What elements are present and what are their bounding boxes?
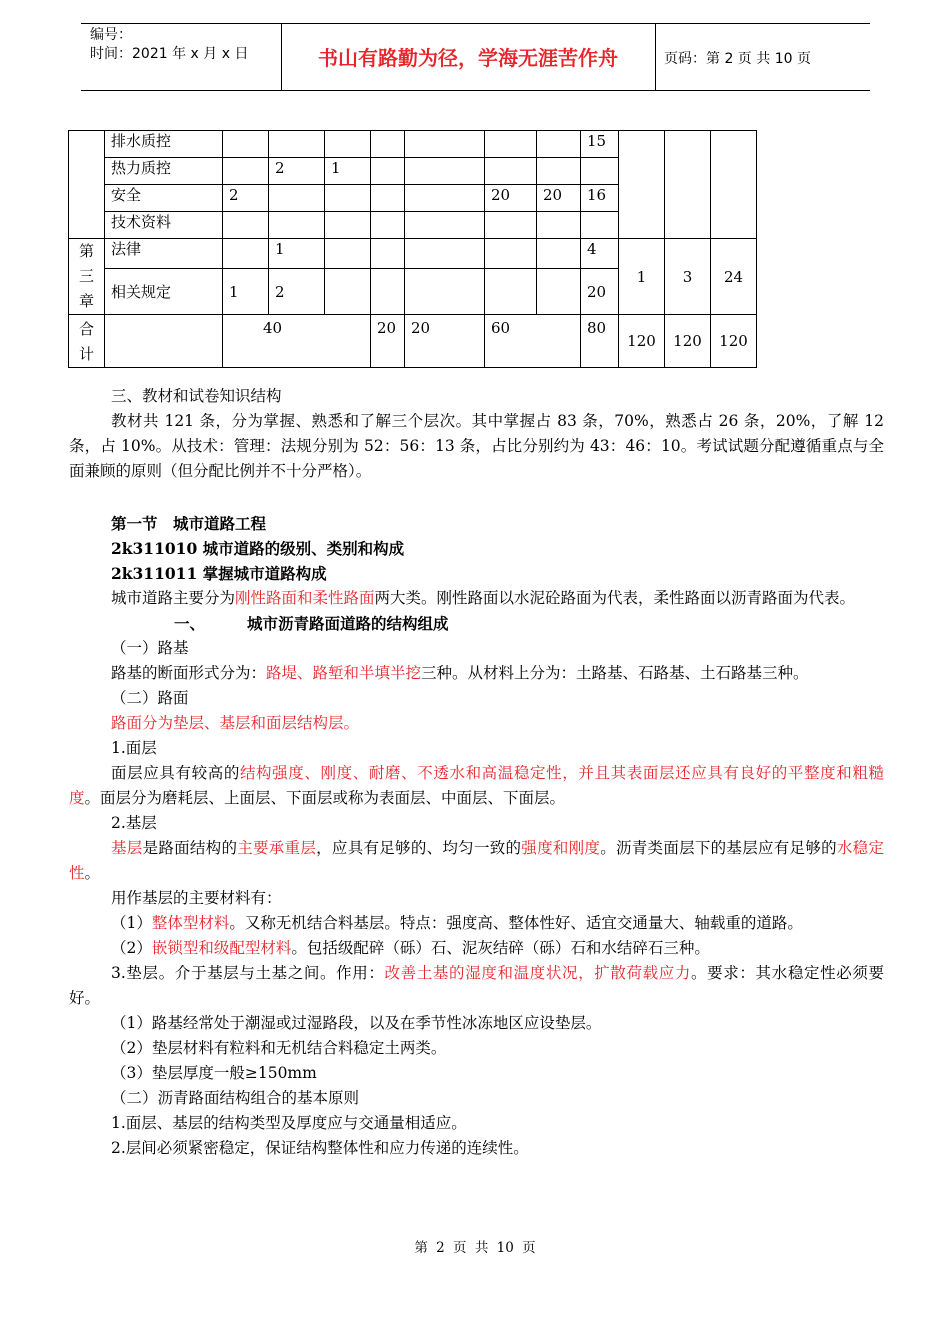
table-cell [485,239,537,269]
row-label: 安全 [105,185,223,212]
table-cell [485,131,537,158]
table-row [69,315,757,368]
table-cell [581,212,619,239]
footer-text: 共 [474,1240,489,1256]
table-cell [485,158,537,185]
section-3-paragraph: 教材共 121 条，分为掌握、熟悉和了解三个层次。其中掌握占 83 条，70%，熟悉占 26 条，20%，了解 12 条，占 10%。从技术：管理：法规分别为 52：56：13 条，占比分别约为 43：46：10。考试试题分配遵循重点与全面兼顾的原则（但分配比例并不十分严格）。 [69,412,884,480]
table-cell [537,212,581,239]
chapter-char: 第 [78,242,94,260]
table-cell [485,269,537,315]
table-cell: 16 [581,185,619,212]
chapter-char: 三 [78,267,94,285]
text-span: 城市道路主要分为 [111,589,236,607]
table-cell: 2 [269,158,325,185]
table-cell [665,131,711,239]
table-cell [325,269,371,315]
table-cell [325,212,371,239]
materials-title: 用作基层的主要材料有： [111,889,282,907]
table-cell [223,131,269,158]
table-cell: 1 [619,239,665,315]
table-cell [405,131,485,158]
doc-number-label: 编号： [90,27,132,43]
page-indicator: 页码：第 2 页 共 10 页 [664,51,811,67]
table-cell: 40 [223,315,371,368]
highlight-text: 改善土基的湿度和温度状况，扩散荷载应力 [384,964,692,982]
highlight-text: 水稳定性 [69,839,884,882]
table-cell [69,131,105,239]
table-cell [711,131,757,239]
subsection-heading: 2k311011 掌握城市道路构成 [111,564,327,583]
table-cell: 1 [269,239,325,269]
table-cell [105,315,223,368]
text-span: 两大类。刚性路面以水泥砼路面为代表，柔性路面以沥青路面为代表。 [374,589,856,607]
text-span: 3.垫层。介于基层与土基之间。作用： [111,964,385,982]
subsection-heading: 2k311010 城市道路的级别、类别和构成 [111,539,405,558]
table-cell: 60 [485,315,581,368]
base-title: 2.基层 [111,814,157,832]
table-cell [371,185,405,212]
table-cell: 24 [711,239,757,315]
table-cell [405,269,485,315]
header-top-rule [81,23,870,24]
table-cell: 1 [223,269,269,315]
row-label: 技术资料 [105,212,223,239]
table-cell [325,185,371,212]
table-cell [269,185,325,212]
header-divider-right [655,24,656,90]
table-cell: 120 [711,315,757,368]
table-cell: 120 [619,315,665,368]
text-span: （1） [111,914,152,932]
text-span: 是路面结构的 [142,839,238,857]
text-span: 。包括级配碎（砾）石、泥灰结碎（砾）石和水结碎石三种。 [291,939,710,957]
heading-number: 一、 [174,614,206,633]
cushion-paragraph [69,961,884,1011]
principles-heading: （二）沥青路面结构组合的基本原则 [111,1089,360,1107]
table-cell [269,131,325,158]
table-cell [537,239,581,269]
table-cell [223,212,269,239]
text-span: 路基的断面形式分为： [111,664,267,682]
total-char: 计 [78,345,94,363]
table-cell: 20 [371,315,405,368]
table-cell: 80 [581,315,619,368]
table-cell [405,158,485,185]
main-content [69,511,884,1161]
table-cell [537,269,581,315]
text-span: 。又称无机结合料基层。特点：强度高、整体性好、适宜交通量大、轴载重的道路。 [229,914,803,932]
material-item [69,936,884,961]
table-row [69,131,757,158]
table-cell [581,158,619,185]
table-cell: 1 [325,158,371,185]
table-cell [223,158,269,185]
base-paragraph [69,836,884,886]
cushion-item: （1）路基经常处于潮湿或过湿路段，以及在季节性冰冻地区应设垫层。 [111,1014,602,1032]
table-cell [537,158,581,185]
row-label: 排水质控 [105,131,223,158]
intro-paragraph [69,586,884,611]
score-table [68,130,757,368]
footer-text: 页 [453,1240,467,1256]
table-cell: 20 [405,315,485,368]
table-cell: 120 [665,315,711,368]
table-cell: 15 [581,131,619,158]
heading-one [69,611,884,636]
table-cell [619,131,665,239]
table-cell [371,131,405,158]
text-span: 。 [84,864,101,882]
table-cell [269,212,325,239]
table-cell [371,158,405,185]
text-span: 面层应具有较高的 [111,764,240,782]
heading-text: 城市沥青路面道路的结构组成 [247,614,449,633]
header-motto: 书山有路勤为径，学海无涯苦作舟 [318,46,618,70]
table-cell [371,212,405,239]
table-cell [325,239,371,269]
table-cell [485,212,537,239]
subheading-pavement: （二）路面 [111,689,189,707]
highlight-text: 整体型材料 [151,914,230,932]
table-cell: 4 [581,239,619,269]
total-char: 合 [78,320,94,338]
highlight-text: 结构强度、刚度、耐磨、不透水和高温稳定性，并且其表面层还应具有良好的平整度和粗糙度 [69,764,884,807]
table-row [69,239,757,269]
footer-text: 页 [522,1240,536,1256]
chapter-cell [69,239,105,315]
section-heading: 第一节 城市道路工程 [111,514,267,533]
text-span: 。面层分为磨耗层、上面层、下面层或称为表面层、中面层、下面层。 [84,789,566,807]
table-cell: 2 [269,269,325,315]
table-cell: 2 [223,185,269,212]
page-footer [0,1236,950,1256]
table-cell [405,239,485,269]
table-cell [223,239,269,269]
highlight-text: 嵌锁型和级配型材料 [151,939,292,957]
section-3-block [69,384,884,484]
footer-page-number: 2 [436,1240,445,1256]
highlight-text: 强度和刚度 [521,839,601,857]
text-span: 。要求：其水稳定性必须要好。 [69,964,884,1007]
table-cell [325,131,371,158]
roadbed-paragraph [69,661,884,686]
chapter-char: 章 [78,292,94,310]
row-label: 法律 [105,239,223,269]
table-cell [405,185,485,212]
table-cell [537,131,581,158]
surface-title: 1.面层 [111,739,157,757]
text-span: ，应具有足够的、均匀一致的 [316,839,522,857]
total-label-cell [69,315,105,368]
table-cell: 20 [485,185,537,212]
section-3-title: 三、教材和试卷知识结构 [111,387,282,405]
footer-text: 第 [414,1240,428,1256]
text-span: 三种。从材料上分为：土路基、石路基、土石路基三种。 [421,664,809,682]
cushion-item: （3）垫层厚度一般≥150mm [111,1064,317,1082]
surface-paragraph [69,761,884,811]
header-bottom-rule [81,90,870,91]
principle-item: 1.面层、基层的结构类型及厚度应与交通量相适应。 [111,1114,467,1132]
highlight-text: 刚性路面和柔性路面 [235,589,375,607]
cushion-item: （2）垫层材料有粒料和无机结合料稳定土两类。 [111,1039,447,1057]
highlight-text: 路堤、路堑和半填半挖 [266,664,422,682]
score-table-container [68,130,757,368]
highlight-text: 主要承重层 [237,839,317,857]
footer-total-pages: 10 [496,1240,514,1256]
material-item [69,911,884,936]
table-cell [405,212,485,239]
doc-time-label: 时间：2021 年 x 月 x 日 [90,46,249,62]
table-cell [371,269,405,315]
text-span: 。沥青类面层下的基层应有足够的 [600,839,837,857]
subheading-roadbed: （一）路基 [111,639,189,657]
table-cell: 3 [665,239,711,315]
principle-item: 2.层间必须紧密稳定，保证结构整体性和应力传递的连续性。 [111,1139,529,1157]
text-span: （2） [111,939,152,957]
pavement-layers: 路面分为垫层、基层和面层结构层。 [111,714,360,732]
highlight-text: 基层 [111,839,143,857]
table-cell: 20 [581,269,619,315]
table-cell [371,239,405,269]
row-label: 相关规定 [105,269,223,315]
table-cell: 20 [537,185,581,212]
row-label: 热力质控 [105,158,223,185]
